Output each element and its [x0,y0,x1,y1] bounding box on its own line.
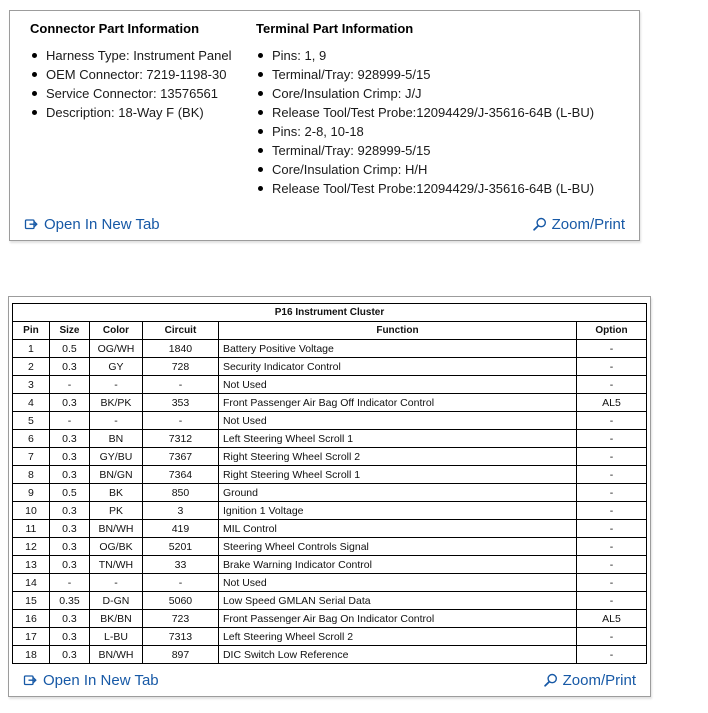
table-cell: 12 [12,538,49,556]
connector-info-list [30,46,256,122]
table-cell: 850 [142,484,218,502]
connector-terminal-panel [9,10,640,241]
pin-table [12,303,647,664]
terminal-info-title: Terminal Part Information [256,21,414,36]
table-cell: - [576,592,646,610]
table-cell: MIL Control [218,520,576,538]
table-cell: 0.3 [49,610,89,628]
table-row [12,556,646,574]
magnifier-icon [532,217,547,232]
table-row [12,646,646,664]
table-cell: 0.3 [49,394,89,412]
table-cell: - [49,376,89,394]
column-header: Circuit [142,322,218,340]
table-cell: Front Passenger Air Bag Off Indicator Control [218,394,576,412]
table-cell: Low Speed GMLAN Serial Data [218,592,576,610]
connector-info-title: Connector Part Information [30,21,200,36]
table-cell: 0.3 [49,502,89,520]
table-cell: GY [89,358,142,376]
table-cell: Brake Warning Indicator Control [218,556,576,574]
table-cell: D-GN [89,592,142,610]
connector-part-info-section [30,21,256,198]
open-in-new-tab-label: Open In New Tab [43,672,159,689]
open-in-new-tab-link-bottom[interactable] [23,672,159,689]
list-item: Terminal/Tray: 928999-5/15 [256,141,629,160]
list-item: Core/Insulation Crimp: J/J [256,84,629,103]
table-cell: - [49,574,89,592]
table-cell: - [576,466,646,484]
table-cell: Not Used [218,574,576,592]
table-cell: - [576,628,646,646]
column-header: Pin [12,322,49,340]
table-row [12,484,646,502]
pin-table-header-row [12,322,646,340]
list-item: Pins: 1, 9 [256,46,629,65]
table-cell: Ground [218,484,576,502]
table-cell: 7313 [142,628,218,646]
table-cell: Battery Positive Voltage [218,340,576,358]
list-item: OEM Connector: 7219-1198-30 [30,65,256,84]
table-cell: 7364 [142,466,218,484]
table-cell: Left Steering Wheel Scroll 2 [218,628,576,646]
list-item: Core/Insulation Crimp: H/H [256,160,629,179]
table-cell: - [576,646,646,664]
list-item: Description: 18-Way F (BK) [30,103,256,122]
table-row [12,466,646,484]
zoom-print-label: Zoom/Print [562,672,636,689]
column-header: Function [218,322,576,340]
table-row [12,340,646,358]
list-item: Release Tool/Test Probe:12094429/J-35616-64B (L-BU) [256,179,629,198]
table-cell: 15 [12,592,49,610]
terminal-part-info-section [256,21,629,198]
table-cell: 14 [12,574,49,592]
table-cell: OG/WH [89,340,142,358]
table-cell: 3 [12,376,49,394]
list-item: Terminal/Tray: 928999-5/15 [256,65,629,84]
table-cell: 11 [12,520,49,538]
table-cell: Not Used [218,412,576,430]
table-row [12,574,646,592]
table-cell: 5 [12,412,49,430]
table-row [12,412,646,430]
table-cell: 0.35 [49,592,89,610]
column-header: Option [576,322,646,340]
zoom-print-label: Zoom/Print [551,216,625,233]
table-cell: - [576,340,646,358]
table-cell: 419 [142,520,218,538]
table-cell: 13 [12,556,49,574]
table-cell: 33 [142,556,218,574]
table-row [12,502,646,520]
pin-table-title-row [12,304,646,322]
table-row [12,628,646,646]
table-cell: - [576,412,646,430]
table-cell: 0.3 [49,538,89,556]
table-cell: BK [89,484,142,502]
table-cell: AL5 [576,394,646,412]
column-header: Color [89,322,142,340]
table-cell: - [576,448,646,466]
table-cell: 6 [12,430,49,448]
table-cell: 0.3 [49,556,89,574]
table-cell: 9 [12,484,49,502]
table-cell: 897 [142,646,218,664]
table-cell: 5201 [142,538,218,556]
pin-table-body [12,340,646,664]
table-row [12,520,646,538]
table-row [12,376,646,394]
table-cell: Security Indicator Control [218,358,576,376]
zoom-print-link-top[interactable] [532,216,625,233]
table-cell: - [576,574,646,592]
table-cell: 0.3 [49,430,89,448]
list-item: Pins: 2-8, 10-18 [256,122,629,141]
table-cell: 0.3 [49,448,89,466]
table-cell: BN/WH [89,520,142,538]
table-cell: 16 [12,610,49,628]
table-cell: Not Used [218,376,576,394]
table-cell: 0.5 [49,340,89,358]
table-cell: Ignition 1 Voltage [218,502,576,520]
table-cell: - [576,376,646,394]
table-cell: 0.3 [49,646,89,664]
pin-table-title: P16 Instrument Cluster [12,304,646,322]
table-cell: Right Steering Wheel Scroll 1 [218,466,576,484]
table-cell: BK/PK [89,394,142,412]
terminal-info-list-pins-2-18 [256,122,629,198]
table-cell: - [576,484,646,502]
table-cell: - [576,538,646,556]
table-cell: 4 [12,394,49,412]
top-panel-footer [24,216,625,233]
table-cell: 1 [12,340,49,358]
list-item: Release Tool/Test Probe:12094429/J-35616-64B (L-BU) [256,103,629,122]
table-cell: - [576,502,646,520]
list-item: Harness Type: Instrument Panel [30,46,256,65]
table-cell: 0.5 [49,484,89,502]
table-cell: PK [89,502,142,520]
table-cell: AL5 [576,610,646,628]
table-cell: BN/GN [89,466,142,484]
table-cell: L-BU [89,628,142,646]
table-cell: Left Steering Wheel Scroll 1 [218,430,576,448]
table-row [12,538,646,556]
table-cell: - [142,412,218,430]
table-cell: 18 [12,646,49,664]
table-cell: 1840 [142,340,218,358]
table-cell: - [576,430,646,448]
table-cell: - [49,412,89,430]
table-cell: OG/BK [89,538,142,556]
open-in-new-tab-link-top[interactable] [24,216,160,233]
table-cell: 17 [12,628,49,646]
table-cell: 353 [142,394,218,412]
table-row [12,448,646,466]
table-cell: - [142,376,218,394]
table-cell: - [576,556,646,574]
table-cell: Steering Wheel Controls Signal [218,538,576,556]
table-row [12,592,646,610]
pin-table-panel [8,296,651,697]
table-row [12,430,646,448]
table-cell: - [89,574,142,592]
zoom-print-link-bottom[interactable] [543,672,636,689]
table-cell: 7367 [142,448,218,466]
table-cell: - [576,358,646,376]
list-item: Service Connector: 13576561 [30,84,256,103]
table-cell: Right Steering Wheel Scroll 2 [218,448,576,466]
table-cell: 0.3 [49,358,89,376]
table-cell: Front Passenger Air Bag On Indicator Control [218,610,576,628]
table-cell: 8 [12,466,49,484]
table-cell: 0.3 [49,466,89,484]
table-cell: 0.3 [49,628,89,646]
table-cell: 0.3 [49,520,89,538]
table-cell: DIC Switch Low Reference [218,646,576,664]
table-cell: BN [89,430,142,448]
open-in-new-tab-icon [24,217,39,232]
open-in-new-tab-icon [23,673,38,688]
table-row [12,358,646,376]
bottom-panel-footer [23,672,636,689]
table-cell: 3 [142,502,218,520]
table-cell: 723 [142,610,218,628]
table-cell: - [576,520,646,538]
table-cell: BK/BN [89,610,142,628]
table-cell: - [89,412,142,430]
table-cell: 7 [12,448,49,466]
table-cell: 728 [142,358,218,376]
part-info-columns [10,11,639,198]
table-cell: - [142,574,218,592]
table-cell: GY/BU [89,448,142,466]
table-cell: TN/WH [89,556,142,574]
column-header: Size [49,322,89,340]
table-row [12,610,646,628]
table-row [12,394,646,412]
open-in-new-tab-label: Open In New Tab [44,216,160,233]
table-cell: 10 [12,502,49,520]
magnifier-icon [543,673,558,688]
table-cell: - [89,376,142,394]
table-cell: 5060 [142,592,218,610]
table-cell: 7312 [142,430,218,448]
terminal-info-list-pins-1-9 [256,46,629,122]
table-cell: BN/WH [89,646,142,664]
table-cell: 2 [12,358,49,376]
